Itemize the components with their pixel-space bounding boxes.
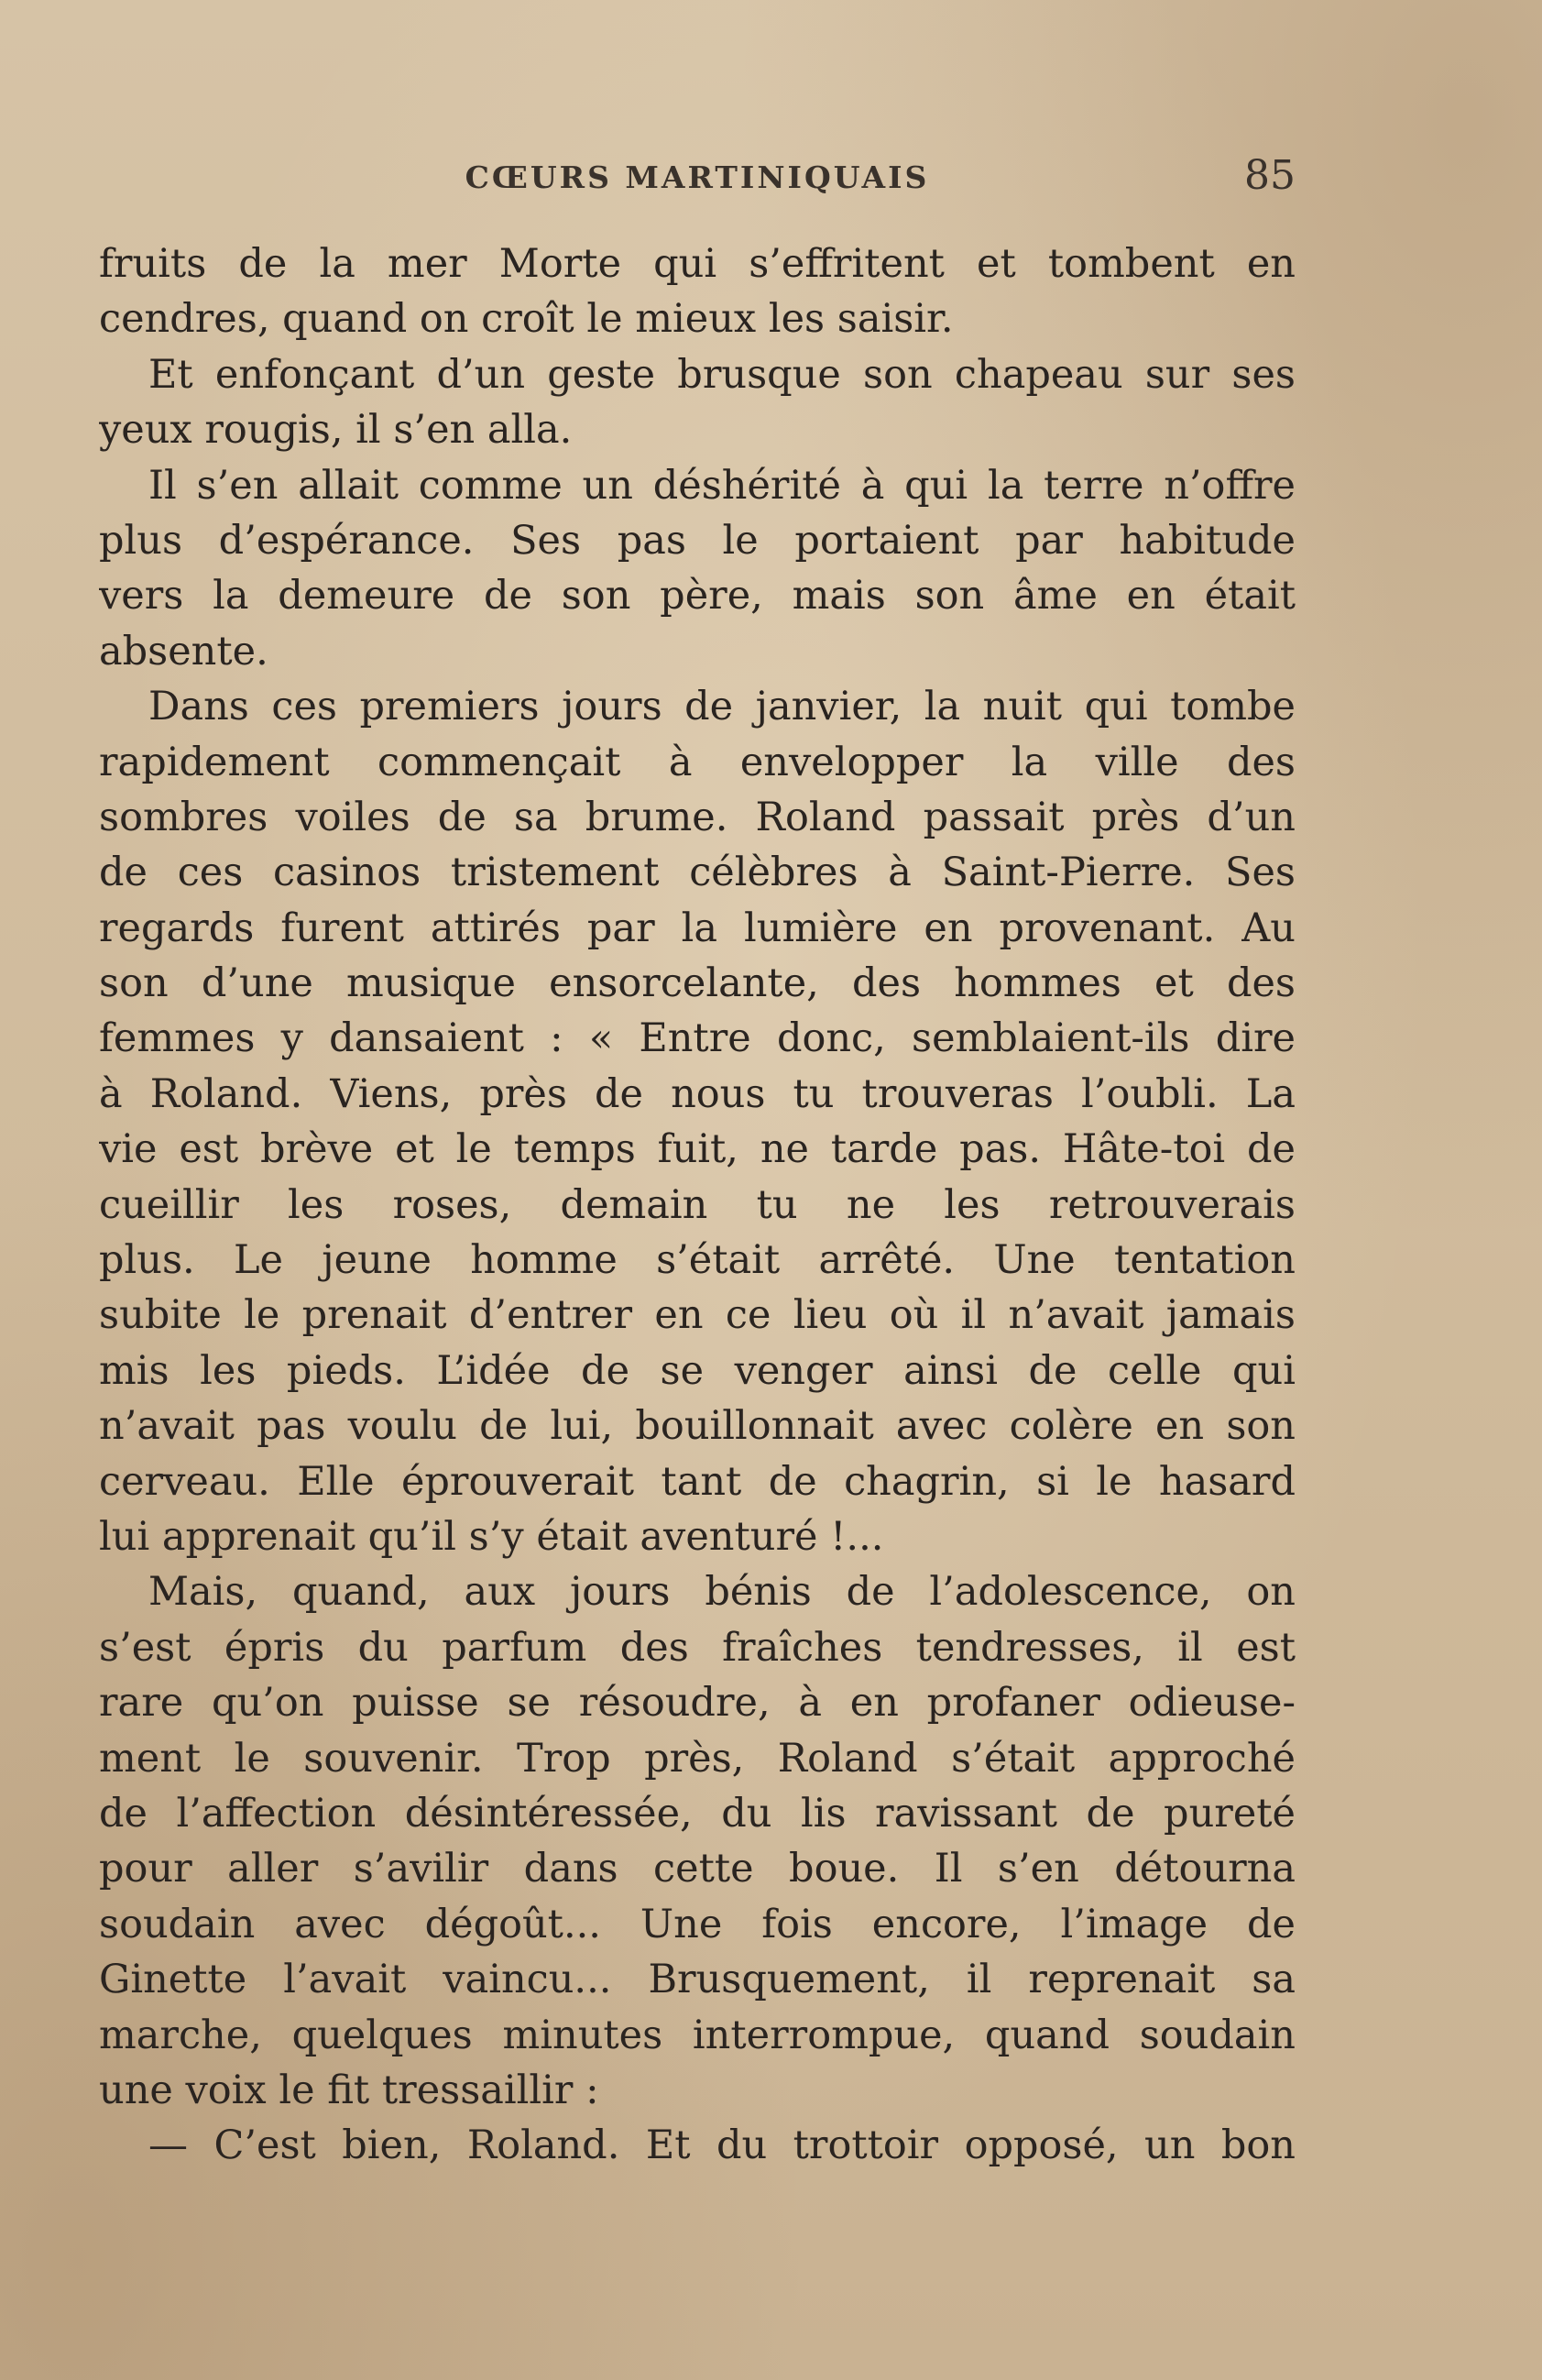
text-line: absente. [99, 628, 268, 675]
text-line: subite le prenait d’entrer en ce lieu où il n’avait jamais [99, 1292, 1296, 1339]
text-line: cueillir les roses, demain tu ne les retrouverais [99, 1181, 1296, 1228]
text-line: vers la demeure de son père, mais son âme en était [99, 573, 1296, 620]
text-line: s’est épris du parfum des fraîches tendresses, il est [99, 1624, 1296, 1671]
text-line: n’avait pas voulu de lui, bouillonnait avec colère en son [99, 1403, 1296, 1450]
text-line: Il s’en allait comme un déshérité à qui la terre n’offre [148, 462, 1296, 509]
text-line: — C’est bien, Roland. Et du trottoir opposé, un bon [148, 2122, 1296, 2169]
text-line: fruits de la mer Morte qui s’effritent et tombent en [99, 241, 1296, 287]
text-line: Ginette l’avait vaincu... Brusquement, il reprenait sa [99, 1957, 1296, 2003]
text-line: Mais, quand, aux jours bénis de l’adolescence, on [148, 1569, 1296, 1616]
text-line: une voix le fit tressaillir : [99, 2067, 599, 2113]
running-title: CŒURS MARTINIQUAIS [465, 159, 930, 195]
text-line: de ces casinos tristement célèbres à Saint-Pierre. Ses [99, 850, 1296, 896]
text-line: sombres voiles de sa brume. Roland passait près d’un [99, 794, 1296, 840]
text-line: plus. Le jeune homme s’était arrêté. Une tentation [99, 1237, 1296, 1284]
text-line: à Roland. Viens, près de nous tu trouveras l’oubli. La [99, 1070, 1296, 1117]
text-line: son d’une musique ensorcelante, des hommes et des [99, 960, 1296, 1007]
running-head [99, 152, 1296, 202]
text-line: soudain avec dégoût... Une fois encore, l’image de [99, 1901, 1296, 1947]
text-line: pour aller s’avilir dans cette boue. Il s’en détourna [99, 1846, 1296, 1892]
text-line: plus d’espérance. Ses pas le portaient par habitude [99, 517, 1296, 564]
text-line: rapidement commençait à envelopper la ville des [99, 739, 1296, 785]
text-line: lui apprenait qu’il s’y était aventuré !... [99, 1513, 884, 1560]
text-line: rare qu’on puisse se résoudre, à en profaner odieuse- [99, 1680, 1296, 1727]
text-line: marche, quelques minutes interrompue, quand soudain [99, 2012, 1296, 2058]
text-line: Et enfonçant d’un geste brusque son chapeau sur ses [148, 351, 1296, 398]
text-line: femmes y dansaient : « Entre donc, semblaient-ils dire [99, 1015, 1296, 1062]
text-line: ment le souvenir. Trop près, Roland s’était approché [99, 1735, 1296, 1782]
text-line: de l’affection désintéressée, du lis ravissant de pureté [99, 1790, 1296, 1837]
text-line: yeux rougis, il s’en alla. [99, 407, 573, 454]
text-line: regards furent attirés par la lumière en provenant. Au [99, 905, 1296, 951]
page-number: 85 [1244, 152, 1296, 199]
text-line: cendres, quand on croît le mieux les saisir. [99, 296, 954, 343]
body-text [99, 236, 1296, 2174]
text-line: vie est brève et le temps fuit, ne tarde pas. Hâte-toi de [99, 1126, 1296, 1173]
text-line: mis les pieds. L’idée de se venger ainsi de celle qui [99, 1347, 1296, 1394]
text-line: Dans ces premiers jours de janvier, la nuit qui tombe [148, 684, 1296, 730]
text-line: cerveau. Elle éprouverait tant de chagrin, si le hasard [99, 1458, 1296, 1505]
